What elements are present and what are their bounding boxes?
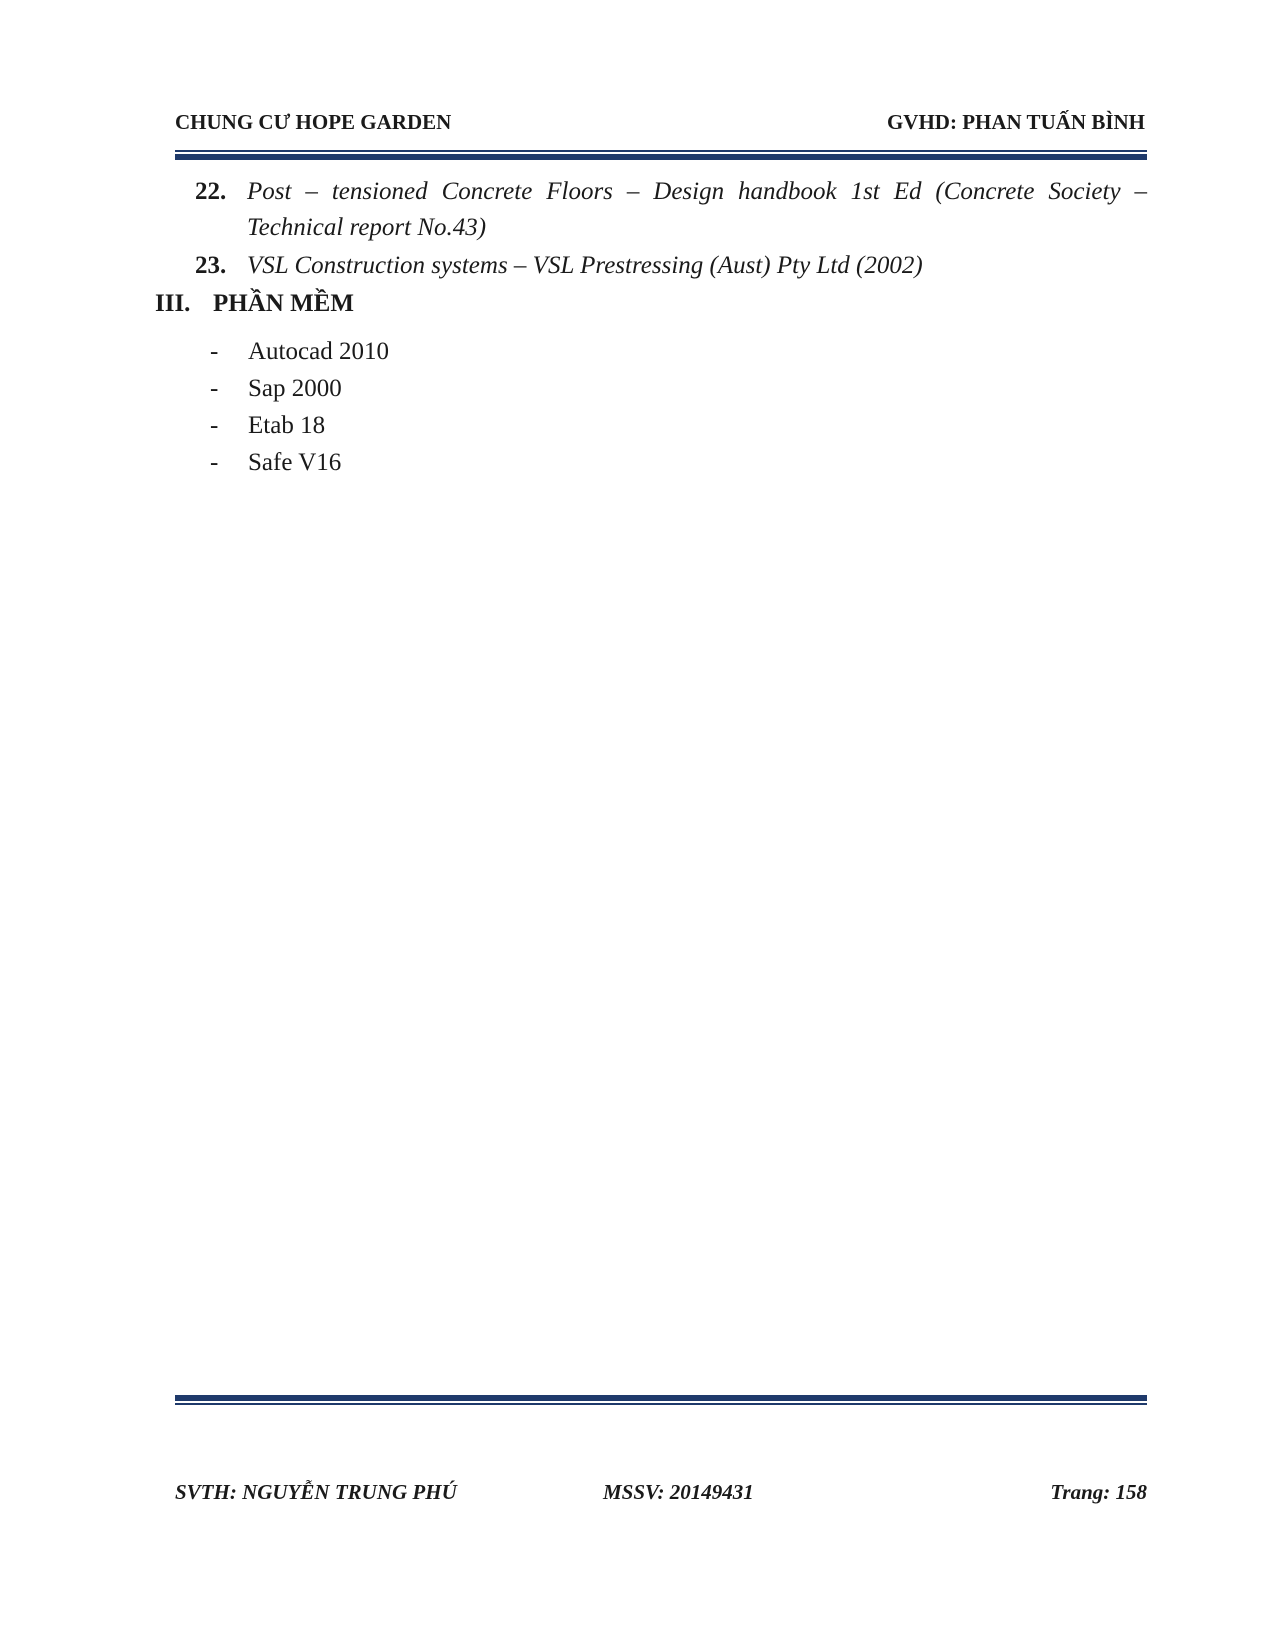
footer-student-id: MSSV: 20149431 [603,1480,754,1504]
header-advisor: GVHD: PHAN TUẤN BÌNH [886,110,1145,134]
page-header [175,110,1145,140]
reference-number: 22. [195,178,227,205]
page-footer [175,1480,1147,1510]
section-title: PHẦN MỀM [213,290,354,317]
list-item-label: Autocad 2010 [248,338,389,365]
reference-item [195,248,1147,284]
footer-rule [175,1395,1147,1405]
list-bullet: - [210,338,219,365]
reference-number: 23. [195,252,227,279]
list-item-label: Safe V16 [248,449,342,476]
list-bullet: - [210,375,219,402]
footer-rule-thin [175,1403,1147,1405]
header-rule-thick [175,154,1147,160]
section-heading [155,290,354,318]
reference-list [195,174,1147,286]
list-bullet: - [210,412,219,439]
header-rule-thin [175,150,1147,152]
header-project-title: CHUNG CƯ HOPE GARDEN [175,110,452,134]
list-bullet: - [210,449,219,476]
footer-student: SVTH: NGUYỄN TRUNG PHÚ [175,1480,457,1504]
list-item-label: Sap 2000 [248,375,342,402]
reference-item [195,174,1147,246]
reference-text: Post – tensioned Concrete Floors – Design handbook 1st Ed (Concrete Society – Technical report No.43) [247,178,1147,241]
section-number: III. [155,290,191,317]
footer-page-number: Trang: 158 [1050,1480,1147,1504]
reference-text: VSL Construction systems – VSL Prestressing (Aust) Pty Ltd (2002) [247,252,923,279]
header-rule [175,150,1147,160]
list-item-label: Etab 18 [248,412,326,439]
footer-rule-thick [175,1395,1147,1401]
